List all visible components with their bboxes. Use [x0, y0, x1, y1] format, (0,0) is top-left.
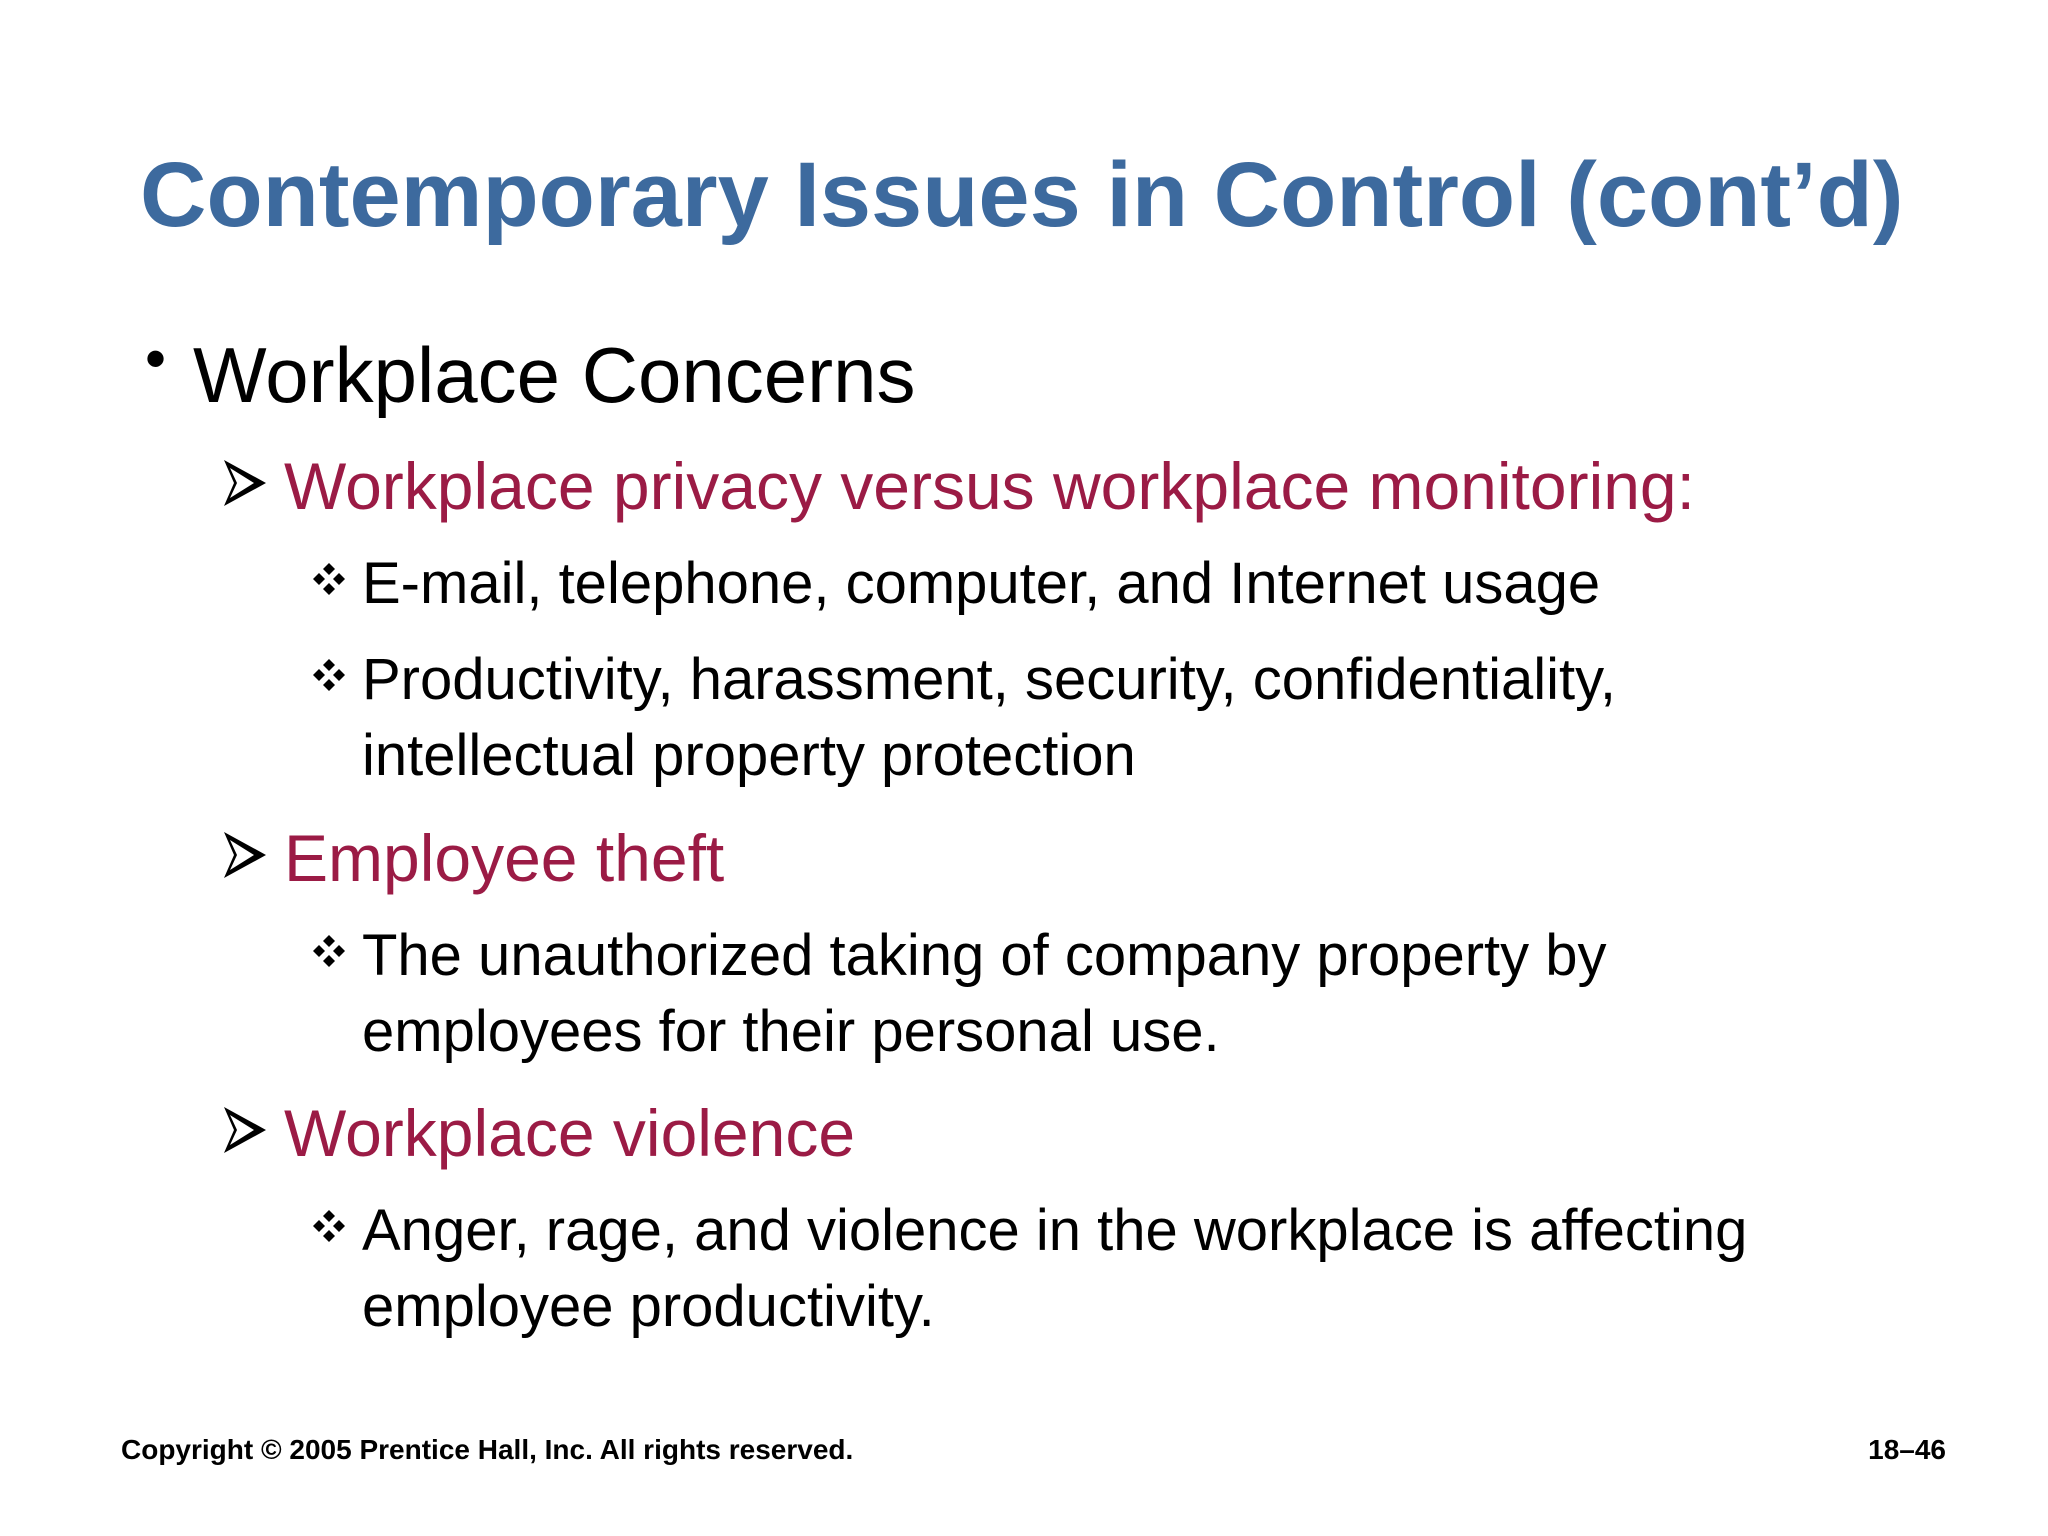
bullet-workplace-concerns — [145, 325, 916, 421]
subheading-text: Workplace violence — [284, 1096, 856, 1170]
point-text-continuation: employees for their personal use. — [362, 999, 1220, 1064]
four-diamond-bullet-icon — [312, 562, 346, 596]
copyright-notice: Copyright © 2005 Prentice Hall, Inc. All rights reserved. — [121, 1434, 854, 1465]
four-diamond-bullet-icon — [312, 658, 346, 692]
point-productivity-concerns — [312, 646, 1616, 713]
point-theft-definition-cont — [312, 998, 1220, 1065]
arrowhead-bullet-icon — [222, 1105, 268, 1155]
subheading-text: Workplace privacy versus workplace monitoring: — [284, 449, 1695, 523]
point-violence-effect-cont — [312, 1273, 935, 1340]
bullet-text: Workplace Concerns — [193, 331, 916, 419]
four-diamond-bullet-icon — [312, 934, 346, 968]
subheading-employee-theft — [222, 820, 724, 896]
point-communication-usage — [312, 550, 1600, 617]
round-bullet-icon: • — [145, 325, 167, 392]
point-violence-effect — [312, 1197, 1747, 1264]
subheading-workplace-violence — [222, 1095, 855, 1171]
slide-number: 18–46 — [1868, 1434, 1946, 1465]
four-diamond-bullet-icon — [312, 1209, 346, 1243]
slide-title: Contemporary Issues in Control (cont’d) — [140, 144, 1904, 246]
point-text: Anger, rage, and violence in the workplace is affecting — [362, 1198, 1748, 1263]
point-productivity-concerns-cont — [312, 722, 1136, 789]
point-text-continuation: intellectual property protection — [362, 723, 1136, 788]
point-text: Productivity, harassment, security, confidentiality, — [362, 647, 1616, 712]
point-text: E-mail, telephone, computer, and Internet usage — [362, 551, 1601, 616]
arrowhead-bullet-icon — [222, 458, 268, 508]
subheading-workplace-privacy — [222, 448, 1695, 524]
point-text-continuation: employee productivity. — [362, 1274, 935, 1339]
arrowhead-bullet-icon — [222, 830, 268, 880]
point-text: The unauthorized taking of company property by — [362, 923, 1607, 988]
point-theft-definition — [312, 922, 1607, 989]
subheading-text: Employee theft — [284, 821, 725, 895]
